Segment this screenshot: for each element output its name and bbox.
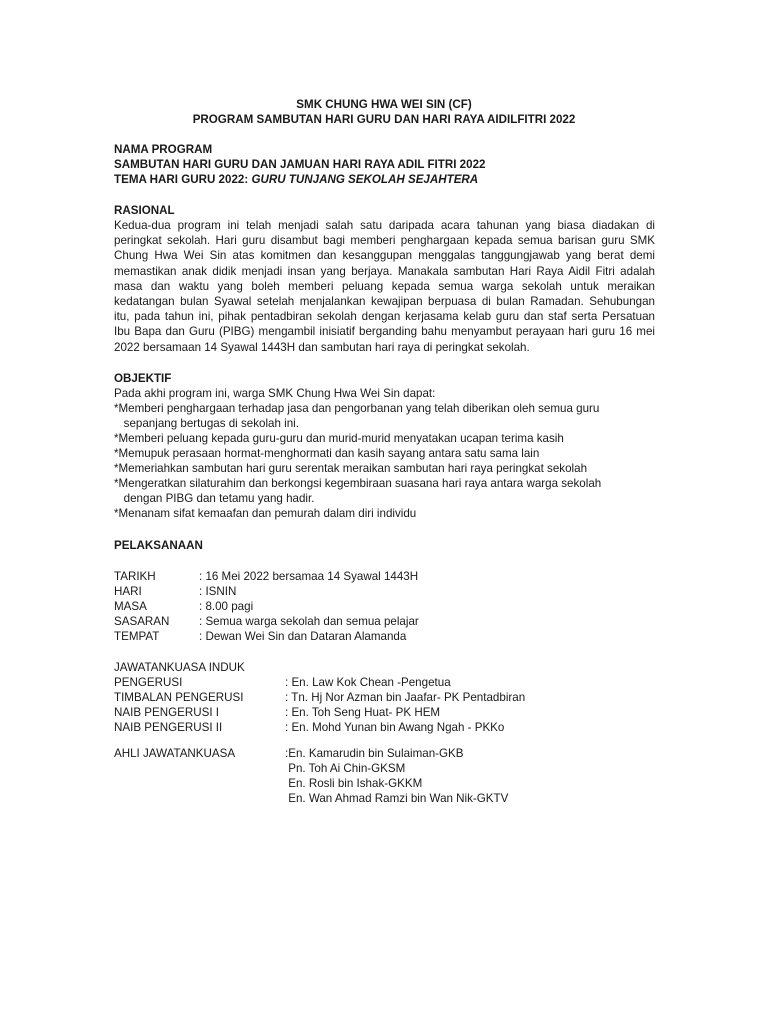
- tarikh-value: : 16 Mei 2022 bersamaa 14 Syawal 1443H: [199, 570, 419, 583]
- school-title: SMK CHUNG HWA WEI SIN (CF): [296, 98, 472, 111]
- rasional-line: Ibu Bapa dan Guru (PIBG) mengambil inisiatif berganding bahu menyambut perayaan hari guru 16 mei: [114, 325, 655, 339]
- program-title: PROGRAM SAMBUTAN HARI GURU DAN HARI RAYA AIDILFITRI 2022: [192, 113, 576, 126]
- program-name: SAMBUTAN HARI GURU DAN JAMUAN HARI RAYA ADIL FITRI 2022: [114, 158, 486, 171]
- objektif-item: *Memberi penghargaan terhadap jasa dan pengorbanan yang telah diberikan oleh semua guru: [114, 402, 600, 415]
- nama-program-heading: NAMA PROGRAM: [114, 143, 213, 156]
- objektif-item: *Menanam sifat kemaafan dan pemurah dalam diri individu: [114, 507, 417, 520]
- ahli-member: En. Rosli bin Ishak-GKKM: [285, 777, 423, 790]
- naib-1-value: : En. Toh Seng Huat- PK HEM: [285, 706, 441, 719]
- naib-2-value: : En. Mohd Yunan bin Awang Ngah - PKKo: [285, 721, 505, 734]
- ahli-label: AHLI JAWATANKUASA: [114, 747, 236, 760]
- ahli-member: :En. Kamarudin bin Sulaiman-GKB: [285, 747, 464, 760]
- rasional-line: itu, pada tahun ini, pihak pentadbiran sekolah dengan kerjasama kelab guru dan staf serta Persatuan: [114, 310, 655, 324]
- hari-label: HARI: [114, 585, 142, 598]
- tempat-value: : Dewan Wei Sin dan Dataran Alamanda: [199, 630, 407, 643]
- objektif-item: *Mengeratkan silaturahim dan berkongsi kegembiraan suasana hari raya antara warga sekolah: [114, 477, 602, 490]
- tema-value: GURU TUNJANG SEKOLAH SEJAHTERA: [251, 173, 479, 186]
- tempat-label: TEMPAT: [114, 630, 160, 643]
- pengerusi-label: PENGERUSI: [114, 676, 183, 689]
- tarikh-label: TARIKH: [114, 570, 156, 583]
- rasional-line: Kedua-dua program ini telah menjadi salah satu daripada acara tahunan yang biasa diadakan di: [114, 219, 655, 232]
- tema-line: [114, 172, 478, 187]
- ahli-member: En. Wan Ahmad Ramzi bin Wan Nik-GKTV: [285, 792, 509, 805]
- rasional-line: 2022 bersamaan 14 Syawal 1443H dan sambutan hari raya di peringkat sekolah.: [114, 340, 530, 354]
- timbalan-value: : Tn. Hj Nor Azman bin Jaafar- PK Pentadbiran: [285, 691, 526, 704]
- objektif-intro: Pada akhi program ini, warga SMK Chung Hwa Wei Sin dapat:: [114, 387, 436, 400]
- naib-2-label: NAIB PENGERUSI II: [114, 721, 223, 734]
- rasional-line: Chung Hwa Wei Sin atas komitmen dan kesanggupan menggalas tanggungjawab yang berat demi: [114, 249, 655, 263]
- naib-1-label: NAIB PENGERUSI I: [114, 706, 220, 719]
- hari-value: : ISNIN: [199, 585, 237, 598]
- rasional-line: peringkat sekolah. Hari guru disambut bagi memberi penghargaan kepada semua barisan guru SMK: [114, 234, 655, 248]
- pelaksanaan-heading: PELAKSANAAN: [114, 539, 203, 552]
- masa-label: MASA: [114, 600, 147, 613]
- masa-value: : 8.00 pagi: [199, 600, 254, 613]
- objektif-item: dengan PIBG dan tetamu yang hadir.: [114, 492, 315, 505]
- jawatankuasa-heading: JAWATANKUASA INDUK: [114, 661, 245, 674]
- objektif-item: *Memeriahkan sambutan hari guru serentak meraikan sambutan hari raya peringkat sekolah: [114, 462, 588, 475]
- rasional-line: kedatangan bulan Syawal setelah menjalankan kewajipan berpuasa di bulan Ramadan. Sehubungan: [114, 295, 655, 309]
- rasional-paragraph: [114, 218, 655, 355]
- rasional-line: masa dan waktu yang boleh memberi peluang kepada semua warga sekolah untuk meraikan: [114, 279, 655, 293]
- timbalan-label: TIMBALAN PENGERUSI: [114, 691, 244, 704]
- objektif-item: *Memupuk perasaan hormat-menghormati dan kasih sayang antara satu sama lain: [114, 447, 540, 460]
- objektif-item: *Memberi peluang kepada guru-guru dan murid-murid menyatakan ucapan terima kasih: [114, 432, 564, 445]
- tema-prefix: TEMA HARI GURU 2022:: [114, 173, 252, 186]
- rasional-line: memastikan anak didik menjadi insan yang berjaya. Manakala sambutan Hari Raya Aidil Fitri adalah: [114, 264, 655, 278]
- objektif-item: sepanjang bertugas di sekolah ini.: [114, 417, 299, 430]
- pengerusi-value: : En. Law Kok Chean -Pengetua: [285, 676, 451, 689]
- sasaran-value: : Semua warga sekolah dan semua pelajar: [199, 615, 419, 628]
- sasaran-label: SASARAN: [114, 615, 170, 628]
- rasional-heading: RASIONAL: [114, 204, 175, 217]
- ahli-member: Pn. Toh Ai Chin-GKSM: [285, 762, 406, 775]
- objektif-heading: OBJEKTIF: [114, 372, 172, 385]
